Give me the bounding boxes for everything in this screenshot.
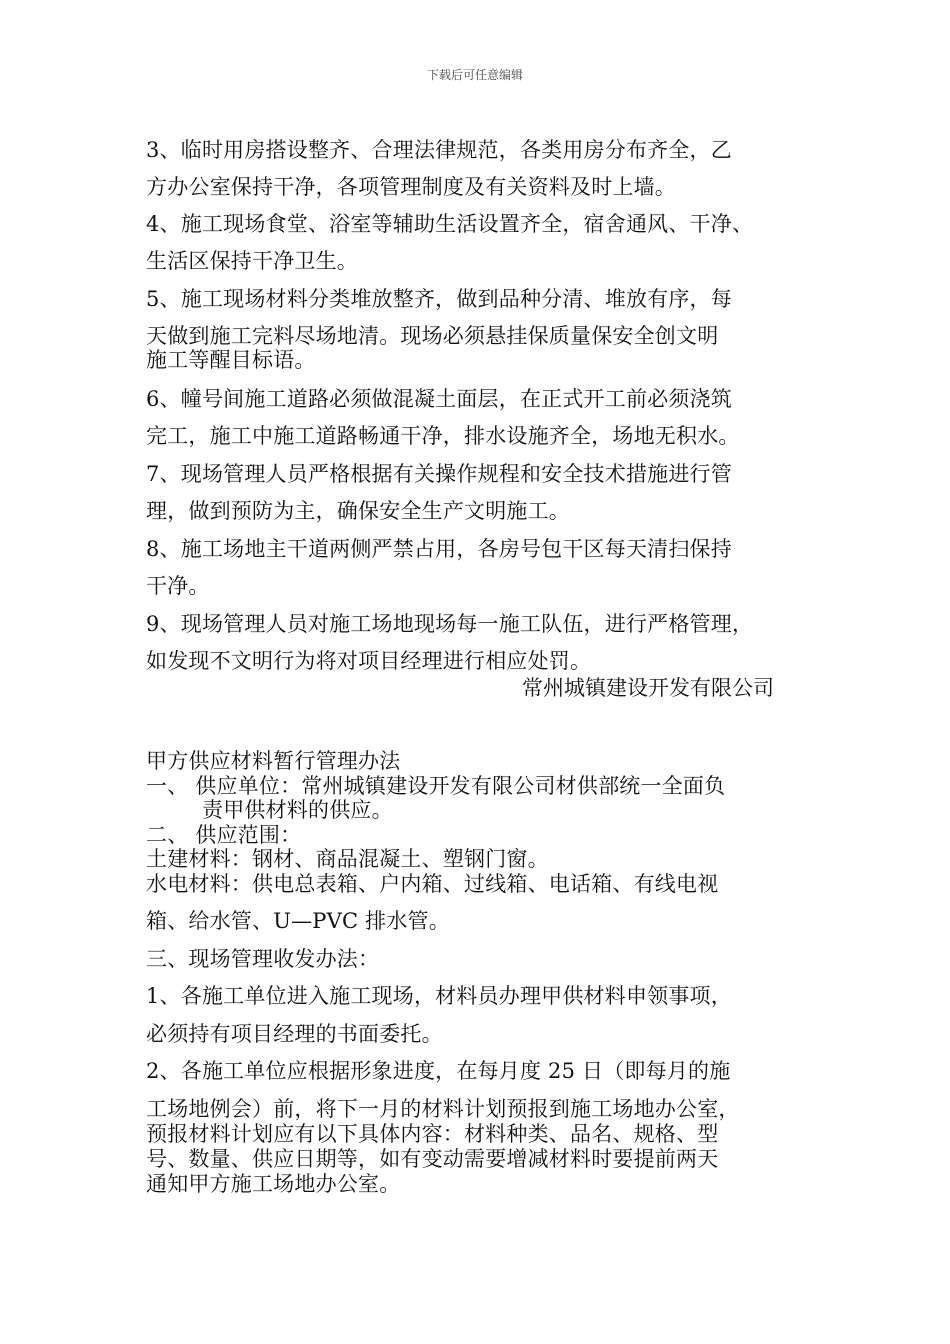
section-title: 甲方供应材料暂行管理办法 [146, 749, 401, 773]
text-line: 工场地例会）前，将下一月的材料计划预报到施工场地办公室， [146, 1097, 740, 1121]
text-line: 箱、给水管、U—PVC 排水管。 [146, 909, 450, 933]
text-line: 施工等醒目标语。 [146, 348, 316, 372]
text-line: 天做到施工完料尽场地清。现场必须悬挂保质量保安全创文明 [146, 324, 719, 348]
text-line: 5、施工现场材料分类堆放整齐，做到品种分清、堆放有序，每 [146, 287, 732, 311]
text-line: 三、现场管理收发办法： [146, 947, 380, 971]
text-line: 干净。 [146, 574, 210, 598]
text-line: 责甲供材料的供应。 [202, 798, 393, 822]
text-line: 一、 供应单位：常州城镇建设开发有限公司材供部统一全面负 [146, 774, 726, 798]
text-line: 理，做到预防为主，确保安全生产文明施工。 [146, 499, 570, 523]
text-line: 2、各施工单位应根据形象进度，在每月度 25 日（即每月的施 [146, 1059, 731, 1083]
text-line: 必须持有项目经理的书面委托。 [146, 1022, 443, 1046]
text-line: 6、幢号间施工道路必须做混凝土面层，在正式开工前必须浇筑 [146, 387, 732, 411]
text-line: 水电材料：供电总表箱、户内箱、过线箱、电话箱、有线电视 [146, 872, 719, 896]
text-line: 预报材料计划应有以下具体内容：材料种类、品名、规格、型 [146, 1122, 719, 1146]
text-line: 如发现不文明行为将对项目经理进行相应处罚。 [146, 649, 592, 673]
text-line: 方办公室保持干净，各项管理制度及有关资料及时上墙。 [146, 175, 676, 199]
text-line: 通知甲方施工场地办公室。 [146, 1172, 401, 1196]
text-line: 9、现场管理人员对施工场地现场每一施工队伍，进行严格管理， [146, 612, 754, 636]
text-line: 3、临时用房搭设整齐、合理法律规范，各类用房分布齐全，乙 [146, 138, 732, 162]
text-line: 4、施工现场食堂、浴室等辅助生活设置齐全，宿舍通风、干净、 [146, 212, 754, 236]
text-line: 土建材料：钢材、商品混凝土、塑钢门窗。 [146, 847, 549, 871]
text-line: 7、现场管理人员严格根据有关操作规程和安全技术措施进行管 [146, 462, 732, 486]
text-line: 完工，施工中施工道路畅通干净，排水设施齐全，场地无积水。 [146, 424, 740, 448]
text-line: 8、施工场地主干道两侧严禁占用，各房号包干区每天清扫保持 [146, 537, 732, 561]
text-line: 1、各施工单位进入施工现场，材料员办理甲供材料申领事项， [146, 984, 732, 1008]
text-line: 号、数量、供应日期等，如有变动需要增减材料时要提前两天 [146, 1147, 719, 1171]
page-header: 下载后可任意编辑 [426, 68, 523, 82]
text-line: 二、 供应范围： [146, 823, 302, 847]
text-line: 生活区保持干净卫生。 [146, 249, 358, 273]
company-signature: 常州城镇建设开发有限公司 [522, 676, 774, 700]
